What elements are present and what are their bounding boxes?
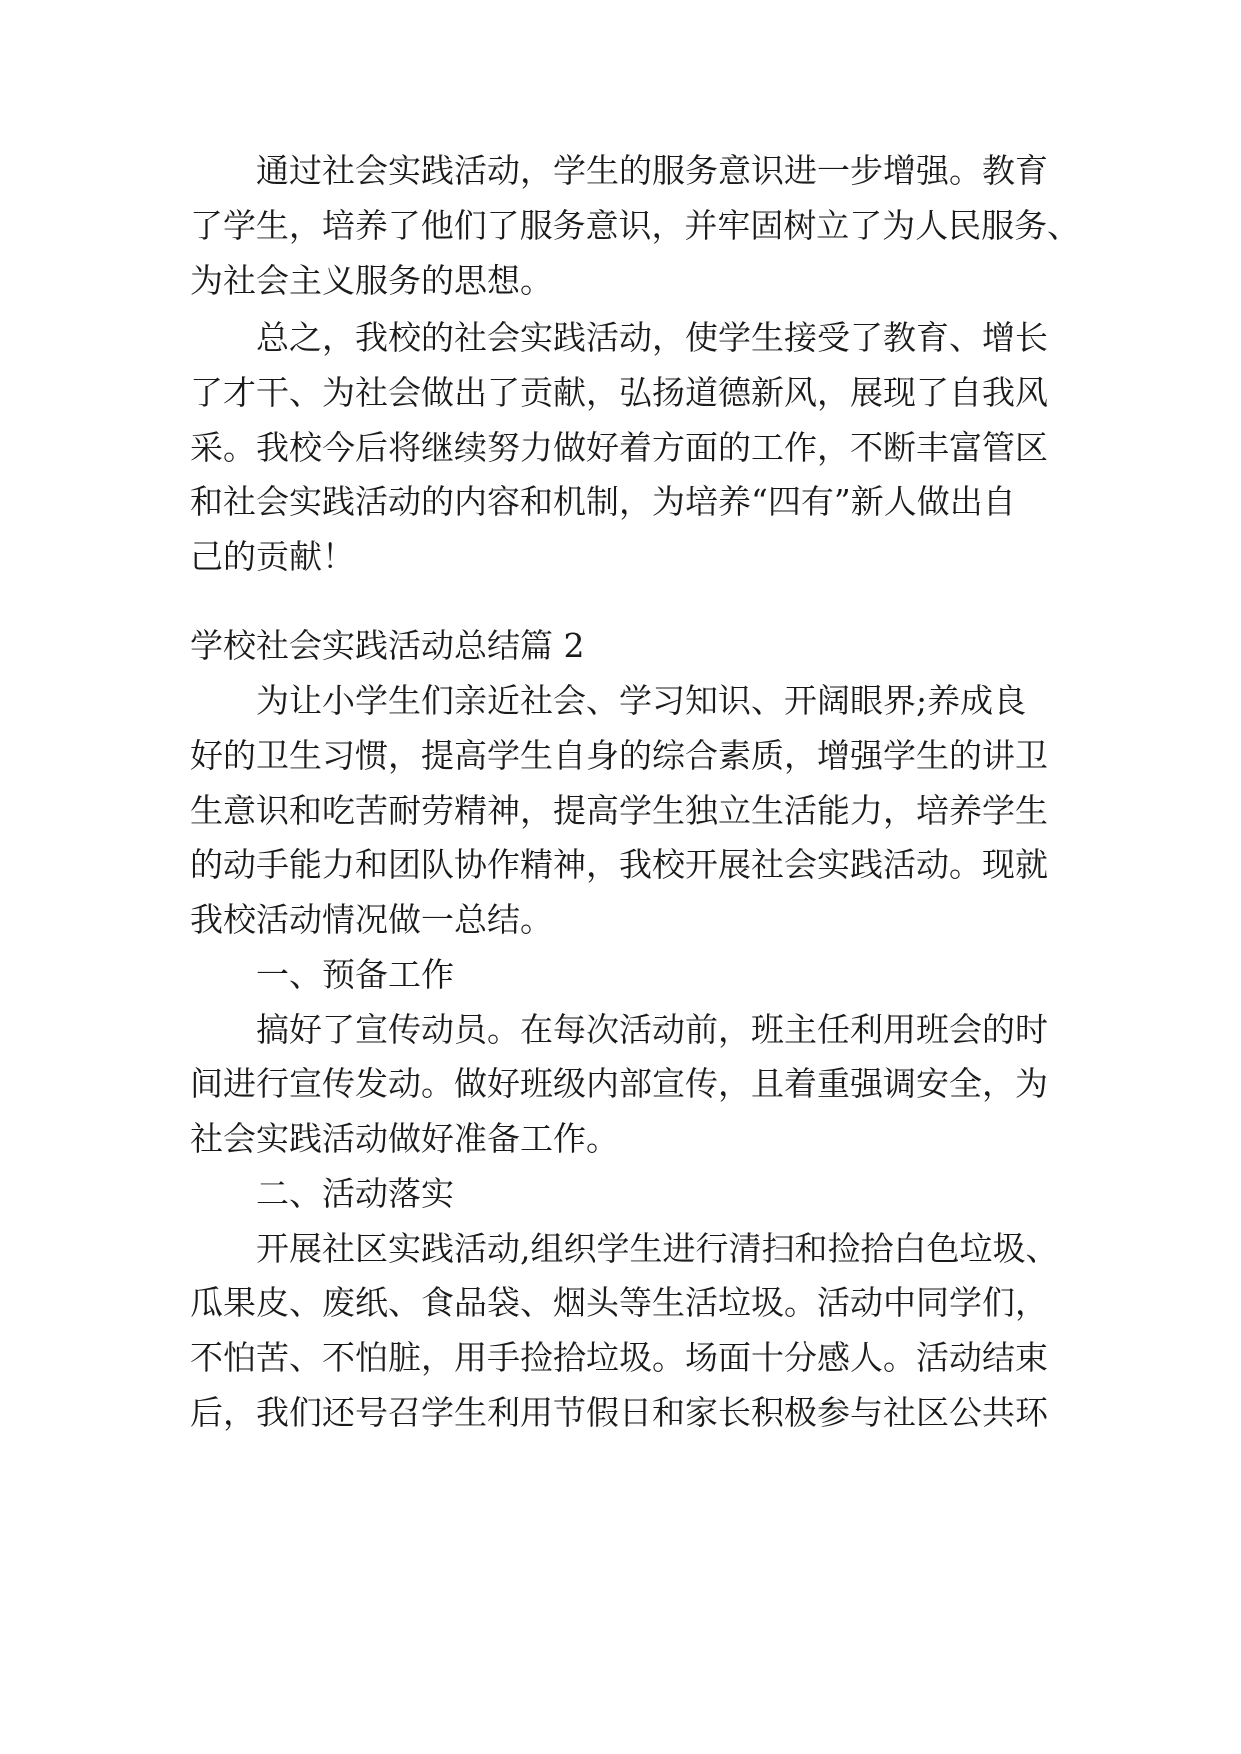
paragraph-line: 生意识和吃苦耐劳精神，提高学生独立生活能力，培养学生 <box>190 791 1048 830</box>
paragraph-line: 为社会主义服务的思想。 <box>190 261 553 300</box>
paragraph-line: 不怕苦、不怕脏，用手捡拾垃圾。场面十分感人。活动结束 <box>190 1338 1048 1377</box>
paragraph-line: 瓜果皮、废纸、食品袋、烟头等生活垃圾。活动中同学们， <box>190 1283 1048 1322</box>
paragraph-line: 己的贡献！ <box>190 537 355 576</box>
paragraph-line: 为让小学生们亲近社会、学习知识、开阔眼界;养成良 <box>256 681 1027 720</box>
paragraph-line: 开展社区实践活动,组织学生进行清扫和捡拾白色垃圾、 <box>256 1229 1059 1268</box>
paragraph-line: 好的卫生习惯，提高学生自身的综合素质，增强学生的讲卫 <box>190 736 1048 775</box>
paragraph-line: 搞好了宣传动员。在每次活动前，班主任利用班会的时 <box>256 1010 1048 1049</box>
section-heading: 学校社会实践活动总结篇 2 <box>190 626 585 665</box>
paragraph-line: 间进行宣传发动。做好班级内部宣传，且着重强调安全，为 <box>190 1064 1048 1103</box>
paragraph-line: 的动手能力和团队协作精神，我校开展社会实践活动。现就 <box>190 845 1048 884</box>
paragraph-line: 了才干、为社会做出了贡献，弘扬道德新风，展现了自我风 <box>190 373 1048 412</box>
paragraph-line: 了学生，培养了他们了服务意识，并牢固树立了为人民服务、 <box>190 206 1081 245</box>
paragraph-line: 通过社会实践活动，学生的服务意识进一步增强。教育 <box>256 151 1048 190</box>
paragraph-line: 社会实践活动做好准备工作。 <box>190 1119 619 1158</box>
paragraph-line: 采。我校今后将继续努力做好着方面的工作，不断丰富管区 <box>190 428 1048 467</box>
paragraph-line: 后，我们还号召学生利用节假日和家长积极参与社区公共环 <box>190 1393 1048 1432</box>
subsection-heading: 二、活动落实 <box>256 1174 454 1213</box>
paragraph-line: 我校活动情况做一总结。 <box>190 900 553 939</box>
subsection-heading: 一、预备工作 <box>256 955 454 994</box>
paragraph-line: 总之，我校的社会实践活动，使学生接受了教育、增长 <box>256 318 1048 357</box>
paragraph-line: 和社会实践活动的内容和机制，为培养“四有”新人做出自 <box>190 482 1016 521</box>
